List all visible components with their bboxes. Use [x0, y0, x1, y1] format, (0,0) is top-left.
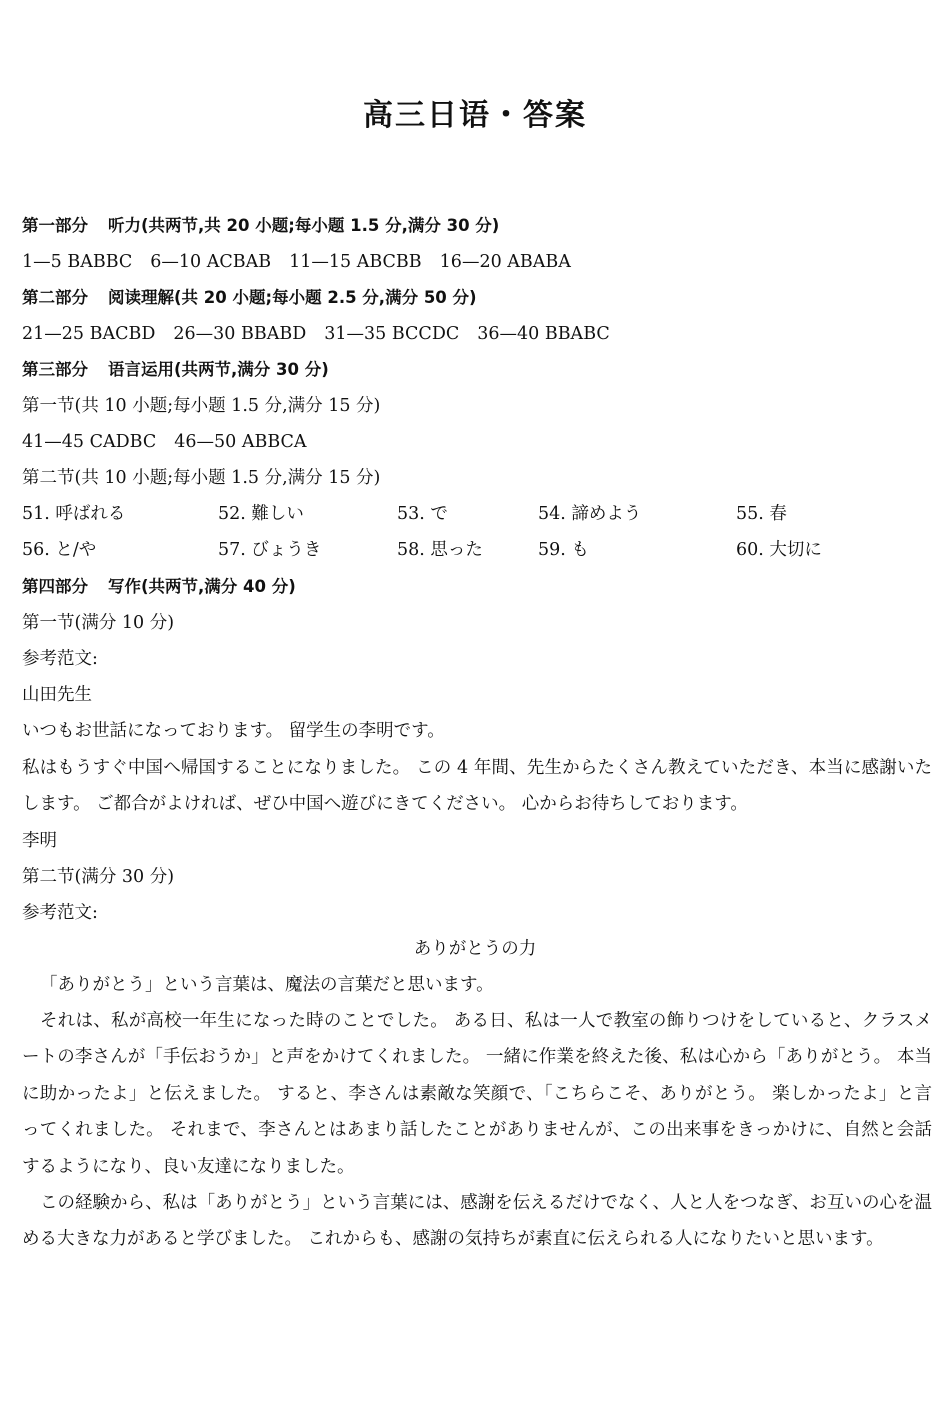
answer-group: 16—20 ABABA [439, 252, 571, 272]
answer-group: 1—5 BABBC [22, 252, 133, 272]
answer-51: 51. 呼ばれる [22, 504, 126, 524]
part3-heading [22, 352, 934, 388]
part1-heading [22, 208, 934, 244]
letter-greeting: 山田先生 [22, 685, 92, 705]
part4-desc: 写作(共两节,满分 40 分) [108, 577, 296, 596]
part1-answers [22, 244, 934, 280]
essay-paragraph: この経験から、私は「ありがとう」という言葉には、感謝を伝えるだけでなく、人と人をつなぎ、お互いの心を温める大きな力があると学びました。 これからも、感謝の気持ちが素直に伝えられる人になりたいと思います。 [22, 1193, 932, 1250]
part3-label: 第三部分 [22, 360, 88, 379]
answer-60: 60. 大切に [736, 540, 822, 560]
answer-group: 6—10 ACBAB [150, 252, 272, 272]
answer-54: 54. 諦めよう [538, 504, 642, 524]
part3-section1-heading: 第一节(共 10 小题;每小题 1.5 分,满分 15 分) [22, 396, 381, 416]
answer-group: 21—25 BACBD [22, 324, 156, 344]
sample-label: 参考范文: [22, 649, 98, 669]
part3-section2-heading: 第二节(共 10 小题;每小题 1.5 分,满分 15 分) [22, 468, 381, 488]
answer-55: 55. 春 [736, 504, 787, 524]
letter-line: いつもお世話になっております。 留学生の李明です。 [22, 721, 445, 741]
essay-paragraph: 「ありがとう」という言葉は、魔法の言葉だと思います。 [40, 975, 494, 995]
letter-signature: 李明 [22, 831, 57, 851]
part1-desc: 听力(共两节,共 20 小题;每小题 1.5 分,满分 30 分) [108, 216, 500, 235]
answer-group: 46—50 ABBCA [174, 432, 307, 452]
answer-56: 56. と/や [22, 540, 97, 560]
sample-label: 参考范文: [22, 903, 98, 923]
essay-paragraph: それは、私が高校一年生になった時のことでした。 ある日、私は一人で教室の飾りつけをしていると、クラスメートの李さんが「手伝おうか」と声をかけてくれました。 一緒に作業を終えた後、私は心から「ありがとう。 本当に助かったよ」と伝えました。 すると、李さんは素敵な笑顔で、「こちらこそ、ありがとう。 楽しかったよ」と言ってくれました。 それまで、李さんとはあまり話したことがありませんが、この出来事をきっかけに、自然と会話するようになり、良い友達になりました。 [22, 1011, 932, 1177]
part4-section2-heading: 第二节(满分 30 分) [22, 867, 175, 887]
answer-group: 31—35 BCCDC [324, 324, 460, 344]
part3-desc: 语言运用(共两节,满分 30 分) [108, 360, 329, 379]
answer-group: 41—45 CADBC [22, 432, 157, 452]
part1-label: 第一部分 [22, 216, 88, 235]
part3-section1-answers [22, 424, 934, 460]
part2-answers [22, 316, 934, 352]
page-title: 高三日语・答案 [363, 98, 587, 133]
letter-body: 私はもうすぐ中国へ帰国することになりました。 この 4 年間、先生からたくさん教えていただき、本当に感謝いたします。 ご都合がよければ、ぜひ中国へ遊びにきてください。 心からお待ちしております。 [22, 758, 932, 815]
part2-desc: 阅读理解(共 20 小题;每小题 2.5 分,满分 50 分) [108, 288, 477, 307]
answer-group: 36—40 BBABC [477, 324, 610, 344]
answer-52: 52. 難しい [218, 504, 304, 524]
part4-section1-heading: 第一节(满分 10 分) [22, 613, 175, 633]
answer-group: 26—30 BBABD [173, 324, 307, 344]
answer-58: 58. 思った [397, 540, 483, 560]
answer-57: 57. びょうき [218, 540, 322, 560]
essay-title: ありがとうの力 [413, 939, 537, 959]
part4-label: 第四部分 [22, 577, 88, 596]
answer-53: 53. で [397, 504, 448, 524]
part4-heading [22, 569, 934, 605]
part2-heading [22, 280, 934, 316]
answer-group: 11—15 ABCBB [289, 252, 422, 272]
answer-59: 59. も [538, 540, 589, 560]
part2-label: 第二部分 [22, 288, 88, 307]
